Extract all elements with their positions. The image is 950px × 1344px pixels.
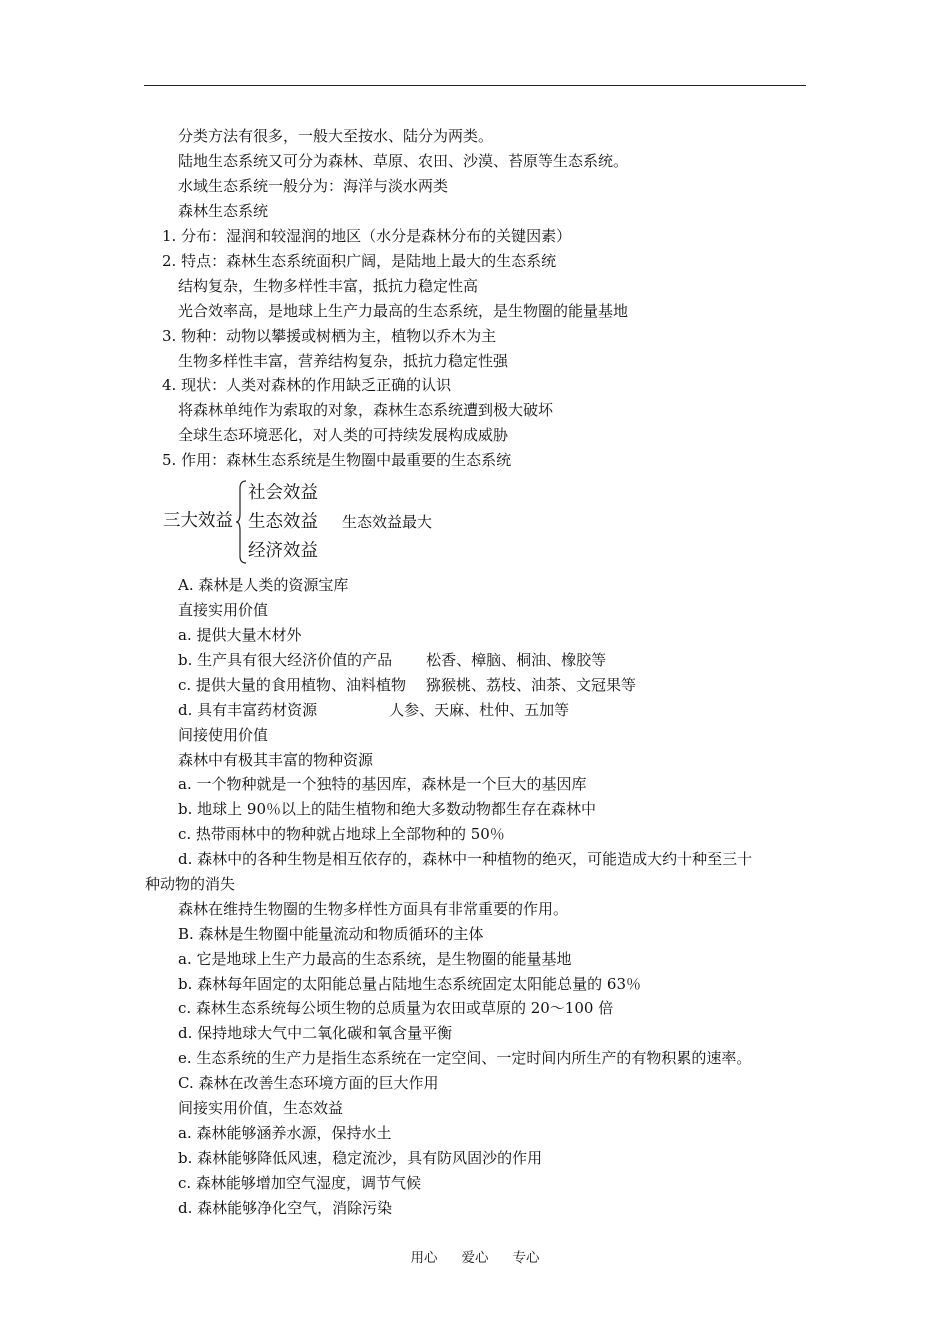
list-item: 3. 物种：动物以攀援或树栖为主，植物以乔木为主 [162, 327, 497, 345]
list-item [178, 650, 606, 670]
list-item: 5. 作用：森林生态系统是生物圈中最重要的生态系统 [162, 451, 512, 469]
list-item: b. 森林每年固定的太阳能总量占陆地生态系统固定太阳能总量的 63％ [178, 975, 641, 993]
header-rule [144, 85, 806, 86]
text-line: 生物多样性丰富，营养结构复杂，抵抗力稳定性强 [178, 352, 509, 370]
item-examples: 松香、樟脑、桐油、橡胶等 [426, 651, 607, 669]
effect-ecological: 生态效益 [248, 512, 318, 532]
item-text: b. 生产具有很大经济价值的产品 [178, 651, 393, 669]
list-item: d. 森林能够净化空气，消除污染 [178, 1199, 393, 1217]
list-item: e. 生态系统的生产力是指生态系统在一定空间、一定时间内所生产的有物积累的速率。 [178, 1049, 752, 1067]
list-item: d. 保持地球大气中二氧化碳和氧含量平衡 [178, 1024, 453, 1042]
item-examples: 人参、天麻、杜仲、五加等 [389, 701, 570, 719]
text-line: 森林中有极其丰富的物种资源 [178, 751, 374, 769]
text-line: 陆地生态系统又可分为森林、草原、农田、沙漠、苔原等生态系统。 [178, 152, 629, 170]
section-title: C. 森林在改善生态环境方面的巨大作用 [178, 1074, 439, 1092]
list-item: 1. 分布：湿润和较湿润的地区（水分是森林分布的关键因素） [162, 227, 572, 245]
effect-note: 生态效益最大 [342, 513, 433, 531]
item-text: c. 提供大量的食用植物、油料植物 [178, 676, 406, 694]
section-heading: 森林生态系统 [178, 202, 269, 220]
section-title: B. 森林是生物圈中能量流动和物质循环的主体 [178, 925, 484, 943]
text-line: 水域生态系统一般分为：海洋与淡水两类 [178, 177, 449, 195]
section-title: A. 森林是人类的资源宝库 [178, 576, 349, 594]
text-line: 结构复杂，生物多样性丰富，抵抗力稳定性高 [178, 277, 479, 295]
text-line: 直接实用价值 [178, 601, 269, 619]
list-item: 2. 特点：森林生态系统面积广阔，是陆地上最大的生态系统 [162, 252, 557, 270]
text-line: 间接使用价值 [178, 726, 269, 744]
list-item: c. 热带雨林中的物种就占地球上全部物种的 50％ [178, 825, 505, 843]
item-text: d. 具有丰富药材资源 [178, 701, 318, 719]
list-item: c. 森林能够增加空气湿度，调节气候 [178, 1174, 421, 1192]
list-item [178, 700, 569, 720]
page-footer [0, 1249, 950, 1267]
text-line: 分类方法有很多，一般大至按水、陆分为两类。 [178, 127, 494, 145]
text-line: 全球生态环境恶化，对人类的可持续发展构成威胁 [178, 426, 509, 444]
text-line: 种动物的消失 [145, 875, 236, 893]
list-item: a. 一个物种就是一个独特的基因库，森林是一个巨大的基因库 [178, 775, 587, 793]
footer-word: 爱心 [461, 1250, 489, 1266]
text-line: 光合效率高，是地球上生产力最高的生态系统，是生物圈的能量基地 [178, 302, 629, 320]
effect-social: 社会效益 [248, 483, 318, 503]
list-item: c. 森林生态系统每公顷生物的总质量为农田或草原的 20～100 倍 [178, 999, 614, 1017]
text-line: 将森林单纯作为索取的对象，森林生态系统遭到极大破坏 [178, 401, 554, 419]
footer-word: 用心 [410, 1250, 438, 1266]
effects-label: 三大效益 [163, 511, 233, 531]
effect-economic: 经济效益 [248, 541, 318, 561]
list-item [178, 675, 636, 695]
list-item: a. 森林能够涵养水源，保持水土 [178, 1124, 392, 1142]
text-line: 间接实用价值，生态效益 [178, 1099, 344, 1117]
list-item: b. 森林能够降低风速，稳定流沙，具有防风固沙的作用 [178, 1149, 543, 1167]
text-line: 森林在维持生物圈的生物多样性方面具有非常重要的作用。 [178, 900, 569, 918]
brace-icon [236, 480, 248, 564]
list-item: b. 地球上 90％以上的陆生植物和绝大多数动物都生存在森林中 [178, 800, 596, 818]
list-item: a. 提供大量木材外 [178, 626, 302, 644]
footer-word: 专心 [512, 1250, 540, 1266]
list-item: a. 它是地球上生产力最高的生态系统，是生物圈的能量基地 [178, 950, 572, 968]
item-examples: 猕猴桃、荔枝、油茶、文冠果等 [425, 676, 636, 694]
list-item: d. 森林中的各种生物是相互依存的，森林中一种植物的绝灭，可能造成大约十种至三十 [178, 850, 753, 868]
list-item: 4. 现状：人类对森林的作用缺乏正确的认识 [162, 376, 452, 394]
